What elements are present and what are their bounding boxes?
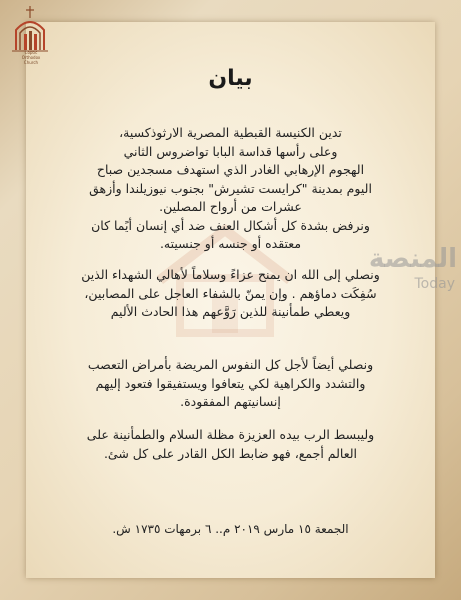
text-line: ونصلي أيضاً لأجل كل النفوس المريضة بأمراض التعصب xyxy=(87,357,374,372)
watermark-english: Today xyxy=(414,276,455,292)
text-line: اليوم بمدينة "كرايست تشيرش" بجنوب نيوزيلندا وأزهق xyxy=(89,180,372,196)
text-line: معتقده أو جنسه أو جنسيته. xyxy=(159,236,302,251)
text-line: إنسانيتهم المفقودة. xyxy=(180,394,281,409)
paragraph-peace xyxy=(48,426,413,463)
text-line: العالم أجمع، فهو ضابط الكل القادر على كل شئ. xyxy=(103,445,358,461)
statement-date: الجمعة ١٥ مارس ٢٠١٩ م.. ٦ برمهات ١٧٣٥ ش. xyxy=(112,522,349,536)
text-line: الهجوم الإرهابي الغادر الذي استهدف مسجدين صباح xyxy=(96,162,365,177)
page-title: بيان xyxy=(208,66,253,91)
text-line: عشرات من أرواح المصلين. xyxy=(159,199,302,214)
logo-caption-line: Orthodox xyxy=(21,55,41,60)
watermark-arabic: المنصة xyxy=(368,244,457,274)
text-line: ونصلي إلى الله ان يمنح عزاءً وسلاماً لأهالي الشهداء الذين xyxy=(81,267,380,282)
text-line: ونرفض بشدة كل أشكال العنف ضد أي إنسان أيًما كان xyxy=(91,217,370,233)
logo-caption-line: Church xyxy=(23,60,39,65)
text-line: تدين الكنيسة القبطية المصرية الارثوذكسية، xyxy=(119,125,342,140)
text-line: سُفِكَت دماؤهم . وإن يمنّ بالشفاء العاجل على المصابين، xyxy=(84,285,377,301)
paragraph-condolence xyxy=(48,266,413,322)
paragraph-condemnation xyxy=(48,124,413,254)
paragraph-prayer xyxy=(48,356,413,412)
text-line: والتشدد والكراهية لكي يتعافوا ويستفيقوا فتعود إليهم xyxy=(95,375,366,391)
text-line: ويعطي طمأنينة للذين رَوَّعهم هذا الحادث الأليم xyxy=(110,304,351,319)
logo-caption-line: Coptic xyxy=(24,50,38,55)
text-line: وعلى رأسها قداسة البابا تواضروس الثاني xyxy=(123,143,338,159)
logo-caption xyxy=(8,50,54,65)
text-line: وليبسط الرب بيده العزيزة مظلة السلام والطمأنينة على xyxy=(86,427,375,442)
